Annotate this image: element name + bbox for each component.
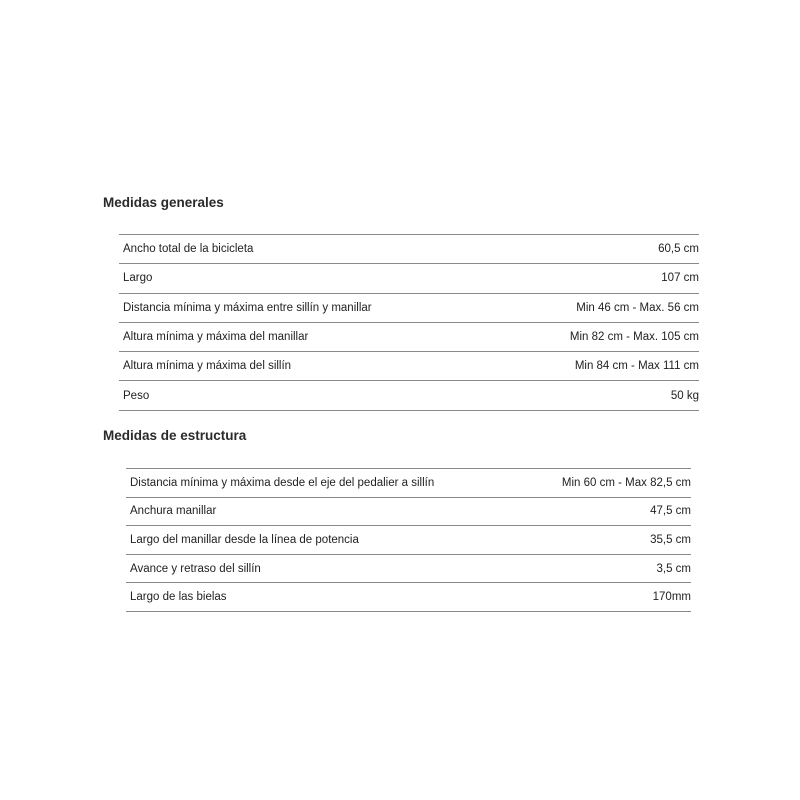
spec-table-structure bbox=[126, 468, 691, 612]
row-label: Altura mínima y máxima del sillín bbox=[123, 360, 292, 373]
row-label: Largo del manillar desde la línea de potencia bbox=[130, 533, 359, 546]
row-value: 35,5 cm bbox=[650, 533, 691, 546]
table-row bbox=[126, 555, 691, 584]
row-value: Min 82 cm - Max. 105 cm bbox=[569, 331, 699, 344]
row-value: Min 46 cm - Max. 56 cm bbox=[576, 301, 699, 314]
row-label: Peso bbox=[123, 389, 150, 402]
table-row bbox=[119, 381, 699, 410]
row-label: Distancia mínima y máxima desde el eje del pedalier a sillín bbox=[130, 476, 435, 489]
table-row bbox=[126, 469, 691, 498]
table-row bbox=[119, 235, 699, 264]
table-row bbox=[119, 294, 699, 323]
row-value: Min 84 cm - Max 111 cm bbox=[574, 360, 699, 373]
row-label: Anchura manillar bbox=[130, 505, 217, 518]
row-value: 170mm bbox=[652, 591, 691, 604]
table-row bbox=[119, 352, 699, 381]
table-row bbox=[119, 264, 699, 293]
row-label: Ancho total de la bicicleta bbox=[123, 243, 254, 256]
table-row bbox=[126, 498, 691, 527]
spec-table-general bbox=[119, 234, 699, 411]
table-row bbox=[126, 583, 691, 612]
section-title-general: Medidas generales bbox=[103, 195, 224, 210]
row-value: Min 60 cm - Max 82,5 cm bbox=[561, 476, 691, 489]
row-label: Avance y retraso del sillín bbox=[130, 562, 261, 575]
row-value: 47,5 cm bbox=[650, 505, 691, 518]
row-value: 50 kg bbox=[670, 389, 699, 402]
section-title-structure: Medidas de estructura bbox=[103, 428, 247, 443]
row-value: 107 cm bbox=[661, 272, 699, 285]
row-label: Largo de las bielas bbox=[130, 591, 227, 604]
row-label: Distancia mínima y máxima entre sillín y manillar bbox=[123, 301, 372, 314]
table-row bbox=[119, 323, 699, 352]
row-value: 60,5 cm bbox=[658, 243, 699, 256]
row-label: Largo bbox=[123, 272, 153, 285]
row-label: Altura mínima y máxima del manillar bbox=[123, 331, 309, 344]
row-value: 3,5 cm bbox=[656, 562, 691, 575]
table-row bbox=[126, 526, 691, 555]
